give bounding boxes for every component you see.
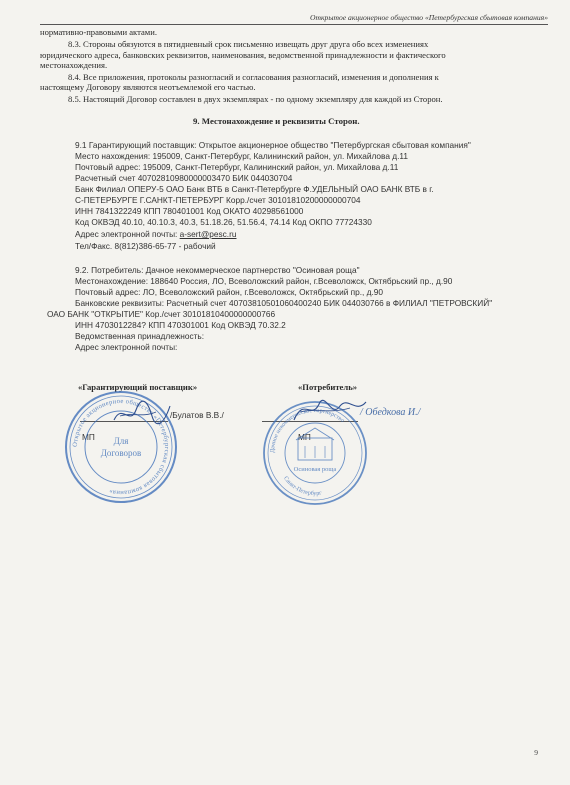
text-line: 8.4. Все приложения, протоколы разногласий и согласования разногласий, изменения и дополнения к: [68, 71, 439, 82]
page-header: Открытое акционерное общество «Петербургская сбытовая компания»: [310, 13, 548, 22]
page-number: 9: [534, 748, 538, 757]
supplier-stamp-center-1: Для: [113, 436, 129, 446]
supplier-email-line: [75, 229, 237, 239]
text-line: юридического адреса, банковских реквизитов, наименования, ведомственной принадлежности и фактического: [40, 49, 446, 60]
supplier-signature-scribble: [112, 398, 172, 428]
supplier-line: Почтовый адрес: 195009, Санкт-Петербург, Калининский район, ул. Михайлова д.11: [75, 162, 399, 172]
consumer-signatory-name: / Обедкова И./: [360, 407, 421, 418]
supplier-mp-label: МП: [82, 432, 95, 442]
text-line: 8.5. Настоящий Договор составлен в двух экземплярах - по одному экземпляру для каждой из Сторон.: [68, 94, 443, 104]
supplier-stamp-ring-text: Открытое акционерное общество «Петербургская сбытовая компания»: [71, 397, 171, 497]
consumer-line: Адрес электронной почты:: [75, 342, 178, 352]
consumer-line: ИНН 4703012284? КПП 470301001 Код ОКВЭД 70.32.2: [75, 320, 286, 330]
section-title: 9. Местонахождение и реквизиты Сторон.: [193, 116, 360, 126]
consumer-stamp-ring-top: Дачное некоммерческое партнерство: [269, 407, 346, 454]
text-line: 8.3. Стороны обязуются в пятидневный срок письменно извещать друг друга обо всех изменениях: [68, 39, 429, 49]
consumer-signature-scribble: [290, 392, 370, 428]
supplier-line: 9.1 Гарантирующий поставщик: Открытое акционерное общество "Петербургская сбытовая компания": [75, 140, 471, 150]
text-line: местонахождения.: [40, 60, 108, 70]
email-link[interactable]: a-sert@pesc.ru: [179, 229, 237, 239]
consumer-line: Местонахождение: 188640 Россия, ЛО, Всеволожский район, г.Всеволожск, Октябрьский пр., д.90: [75, 276, 453, 286]
supplier-line: Банк Филиал ОПЕРУ-5 ОАО Банк ВТБ в Санкт-Петербурге Ф.УДЕЛЬНЫЙ ОАО БАНК ВТБ в г.: [75, 184, 434, 194]
supplier-stamp-center-2: Договоров: [100, 448, 142, 458]
text-line: настоящему Договору являются неотъемлемой его частью.: [40, 82, 256, 92]
consumer-line: ОАО БАНК "ОТКРЫТИЕ" Кор./счет 30101810400000000766: [47, 309, 276, 319]
consumer-stamp-ring-bottom: Санкт-Петербург: [282, 475, 323, 498]
consumer-line: Почтовый адрес: ЛО, Всеволожский район, г.Всеволожск, Октябрьский пр., д.90: [75, 287, 384, 297]
supplier-line: Расчетный счет 40702810980000003470 БИК 044030704: [75, 173, 293, 183]
svg-text:Санкт-Петербург: [282, 476, 323, 497]
consumer-line: 9.2. Потребитель: Дачное некоммерческое партнерство "Осиновая роща": [75, 265, 360, 275]
text-line: нормативно-правовыми актами.: [40, 27, 157, 37]
supplier-signatory-name: /Булатов В.В./: [170, 410, 224, 420]
supplier-line: Место нахождения: 195009, Санкт-Петербург, Калининский район, ул. Михайлова д.11: [75, 151, 409, 161]
consumer-signature-title: «Потребитель»: [298, 382, 358, 392]
email-label: Адрес электронной почты:: [75, 229, 180, 239]
supplier-line: ИНН 7841322249 КПП 780401001 Код ОКАТО 40298561000: [75, 206, 304, 216]
supplier-line: С-ПЕТЕРБУРГЕ Г.САНКТ-ПЕТЕРБУРГ Корр./счет 30101810200000000704: [75, 195, 361, 205]
consumer-stamp-center: Осиновая роща: [293, 466, 337, 473]
supplier-line: Код ОКВЭД 40.10, 40.10.3, 40.3, 51.18.26, 51.56.4, 74.14 Код ОКПО 77724330: [75, 217, 372, 227]
consumer-line: Ведомственная принадлежность:: [75, 331, 205, 341]
header-divider: [40, 24, 548, 25]
supplier-line: Тел/Факс. 8(812)386-65-77 - рабочий: [75, 241, 216, 251]
consumer-mp-label: МП: [298, 432, 311, 442]
consumer-line: Банковские реквизиты: Расчетный счет 40703810501060400240 БИК 044030766 в ФИЛИАЛ "ПЕТРОВСКИЙ": [75, 298, 493, 308]
supplier-signature-title: «Гарантирующий поставщик»: [78, 382, 198, 392]
